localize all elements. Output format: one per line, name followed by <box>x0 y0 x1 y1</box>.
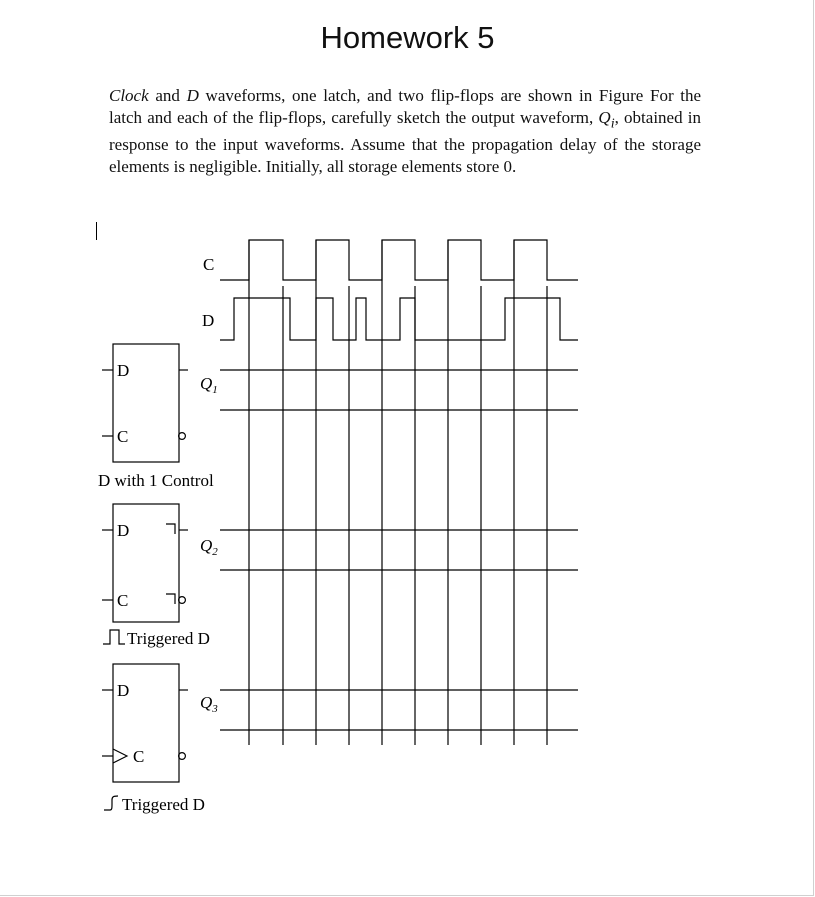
q3-label: $Q_3$ <box>200 693 218 715</box>
problem-text-1: waveforms, one latch, and two flip-flops are shown in Figure <box>205 86 644 105</box>
latch-d-pin: D <box>117 361 130 380</box>
clock-label: C <box>203 255 215 274</box>
d-latch-symbol <box>102 344 188 462</box>
d-waveform <box>220 298 578 340</box>
q1-label: $Q_1$ <box>200 374 218 396</box>
pulse-triggered-d-symbol <box>102 504 188 622</box>
and-word: and <box>155 86 180 105</box>
pulse-ff-caption: Triggered D <box>127 629 210 648</box>
edge-triggered-d-symbol <box>102 664 188 782</box>
d-word: D <box>186 86 199 105</box>
problem-text-3: , obtained in response to the input waveforms. Assume that the propagation delay of the storage elements is negligible. Initially, all storage elements store 0. <box>109 107 702 176</box>
q-letter: Q <box>598 107 611 127</box>
grid-verticals <box>249 240 547 745</box>
edge-ff-c-pin: C <box>133 747 145 766</box>
page-title: Homework 5 <box>320 20 495 55</box>
pulse-icon <box>103 630 125 644</box>
q-subscript: i <box>610 114 615 131</box>
grid-horizontals <box>220 370 578 730</box>
d-label: D <box>202 311 215 330</box>
clock-waveform <box>220 240 578 280</box>
clock-word: Clock <box>109 86 149 105</box>
pulse-ff-c-pin: C <box>117 591 129 610</box>
q2-label: $Q_2$ <box>200 536 218 558</box>
edge-ff-caption: Triggered D <box>122 795 205 814</box>
latch-caption: D with 1 Control <box>98 471 214 490</box>
rising-edge-icon <box>104 796 118 810</box>
problem-text-2: For the latch and each of the flip-flops, carefully sketch the output waveform, <box>109 86 702 127</box>
latch-c-pin: C <box>117 427 129 446</box>
edge-ff-d-pin: D <box>117 681 130 700</box>
pulse-ff-d-pin: D <box>117 521 130 540</box>
